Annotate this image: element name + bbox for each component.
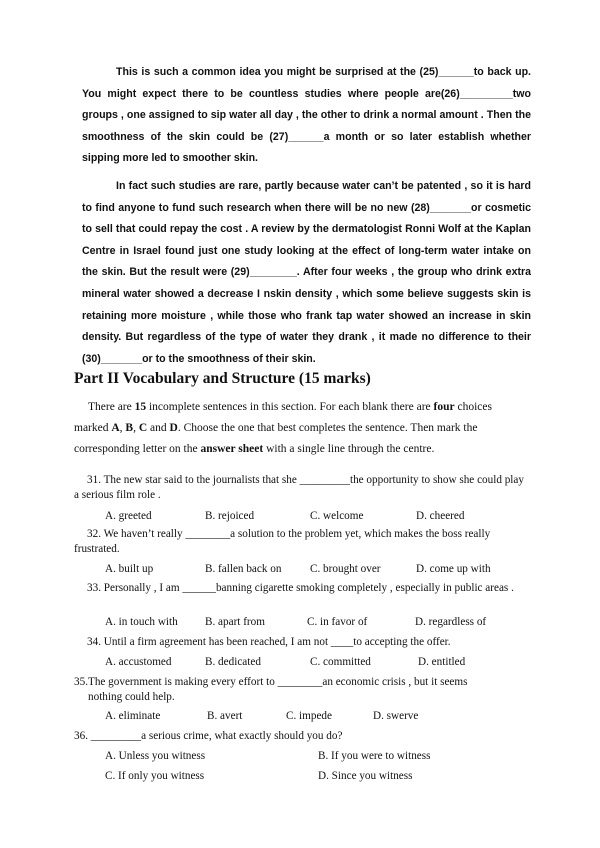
question-35	[74, 675, 530, 705]
instructions-letter-a: A	[111, 422, 120, 434]
section-title: Part II Vocabulary and Structure	[74, 370, 296, 387]
passage-paragraph-2	[82, 176, 531, 370]
instructions-letter-d: D	[169, 422, 178, 434]
question-34	[74, 635, 530, 650]
passage-paragraph-1	[82, 62, 531, 170]
instructions-text: There are	[88, 401, 135, 413]
question-34-stem: 34. Until a firm agreement has been reached, I am not ____to accepting the offer.	[87, 636, 451, 648]
instructions-letter-c: C	[138, 422, 148, 434]
passage-paragraph-1-text: This is such a common idea you might be surprised at the (25)______to back up. You might expect there to be countless studies where people are(26)_________two groups , one assigned to sip water all day , the other to drink a normal amount . Then the smoothness of the skin could be (27)______a month or so later establish whether sipping more led to smoother skin.	[82, 66, 531, 165]
question-35-option-b[interactable]: B. avert	[207, 710, 243, 722]
question-33-stem: 33. Personally , I am ______banning cigarette smoking completely , especially in public areas .	[87, 582, 514, 594]
section-marks: (15 marks)	[298, 370, 371, 387]
question-35-option-a[interactable]: A. eliminate	[105, 710, 161, 722]
instructions-four: four	[433, 401, 455, 413]
question-31-option-b[interactable]: B. rejoiced	[205, 510, 255, 522]
question-36-option-d[interactable]: D. Since you witness	[318, 770, 413, 782]
instructions-count: 15	[134, 401, 147, 413]
question-36-stem: 36. _________a serious crime, what exactly should you do?	[74, 730, 343, 742]
instructions-text: . Choose the one that best completes the sentence. Then mark the corresponding letter on the	[74, 422, 478, 455]
question-31-stem: 31. The new star said to the journalists that she _________the opportunity to show she could play a serious film role .	[74, 474, 524, 501]
question-35-stem-line-2: nothing could help.	[88, 691, 175, 703]
instructions-text: incomplete sentences in this section. For each blank there are	[146, 401, 434, 413]
section-heading	[74, 370, 371, 388]
question-33-option-b[interactable]: B. apart from	[205, 616, 265, 628]
question-35-stem-line-1: 35.The government is making every effort to ________an economic crisis , but it seems	[74, 676, 468, 688]
question-32-option-a[interactable]: A. built up	[105, 563, 154, 575]
question-36-option-a[interactable]: A. Unless you witness	[105, 750, 206, 762]
question-31	[74, 473, 530, 503]
question-31-option-a[interactable]: A. greeted	[105, 510, 152, 522]
question-34-option-a[interactable]: A. accustomed	[105, 656, 172, 668]
question-33-option-d[interactable]: D. regardless of	[415, 616, 487, 628]
question-36	[74, 729, 530, 744]
question-34-option-b[interactable]: B. dedicated	[205, 656, 261, 668]
question-31-option-c[interactable]: C. welcome	[310, 510, 364, 522]
instructions-text: and	[147, 422, 170, 434]
question-32-stem: 32. We haven’t really ________a solution to the problem yet, which makes the boss really frustrated.	[74, 528, 491, 555]
question-33-option-a[interactable]: A. in touch with	[105, 616, 178, 628]
instructions-text: with a single line through the centre.	[263, 443, 435, 455]
question-36-option-c[interactable]: C. If only you witness	[105, 770, 205, 782]
passage-paragraph-2-text: In fact such studies are rare, partly because water can’t be patented , so it is hard to find anyone to fund such research when there will be no new (28)_______or cosmetic to sell that could repay the cost . A review by the dermatologist Ronni Wolf at the Kaplan Centre in Israel found just one study looking at the effect of long-term water intake on the skin. But the result were (29)________. After four weeks , the group who drink extra mineral water showed a decrease I nskin density , which some believe suggests skin is retaining more moisture , while those who frank tap water showed an increase in skin density. But regardless of the type of water they drank , it made no difference to their (30)_______or to the smoothness of their skin.	[82, 180, 531, 365]
section-instructions	[74, 397, 522, 460]
instructions-letter-b: B	[125, 422, 134, 434]
question-32-option-c[interactable]: C. brought over	[310, 563, 381, 575]
question-32	[74, 527, 530, 557]
instructions-text: choices marked	[74, 401, 492, 434]
question-33-option-c[interactable]: C. in favor of	[307, 616, 368, 628]
question-31-option-d[interactable]: D. cheered	[416, 510, 465, 522]
question-33	[74, 581, 530, 596]
instructions-text: ,	[119, 422, 126, 434]
question-36-option-b[interactable]: B. If you were to witness	[318, 750, 431, 762]
question-35-option-c[interactable]: C. impede	[286, 710, 332, 722]
question-34-option-c[interactable]: C. committed	[310, 656, 371, 668]
question-32-option-b[interactable]: B. fallen back on	[205, 563, 282, 575]
instructions-answer-sheet: answer sheet	[200, 443, 264, 455]
instructions-text: ,	[133, 422, 139, 434]
question-32-option-d[interactable]: D. come up with	[416, 563, 491, 575]
question-34-option-d[interactable]: D. entitled	[418, 656, 466, 668]
question-35-option-d[interactable]: D. swerve	[373, 710, 419, 722]
